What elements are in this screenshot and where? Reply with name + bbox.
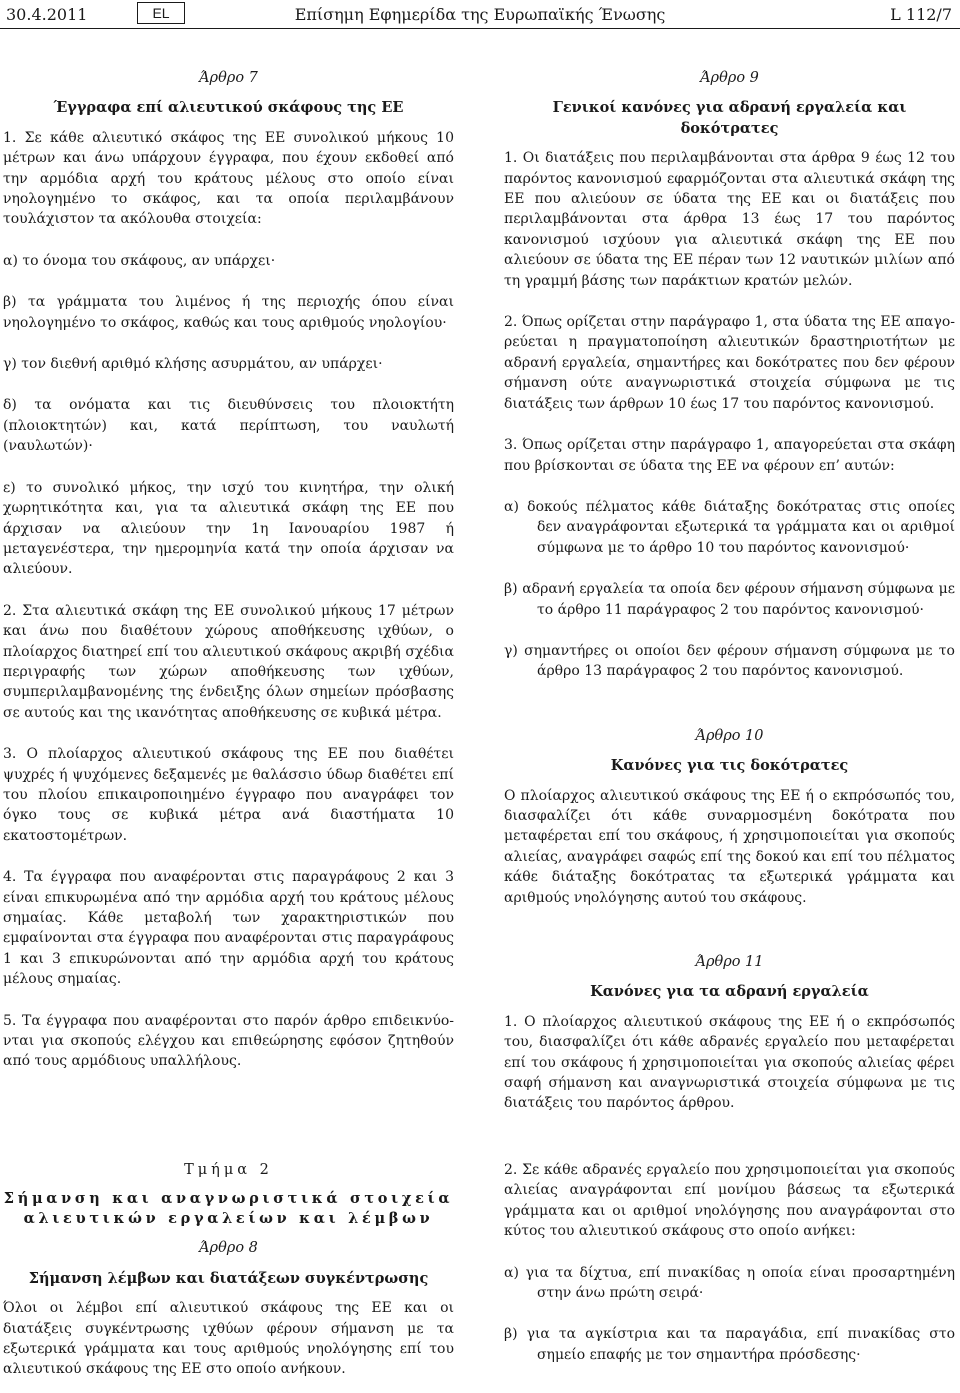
article-11-title: Κανόνες για τα αδρανή εργαλεία <box>590 983 869 1001</box>
article-9-label: Άρθρο 9 <box>700 70 759 86</box>
bottom-left-block <box>3 1160 454 1380</box>
journal-title: Επίσημη Εφημερίδα της Ευρωπαϊκής Ένωσης <box>294 5 666 24</box>
article-9-paragraph-1: 1. Οι διατάξεις που περιλαμβάνονται στα άρθρα 9 έως 12 του παρόντος κανονισμού εφαρμόζονται στα αλιευτικά σκάφη της ΕΕ που αλιεύουν σε ύδατα της ΕΕ και οι διατάξεις που περιλαμβάνονται στα άρθρα 13 έως 17 του παρόντος κανονισμού ισχύουν για αλιευτικά σκάφη της ΕΕ που αλιεύουν σε ύδατα της ΕΕ πέραν των 12 ναυτικών μιλίων από τη γραμμή βάσης των παράκτιων κρατών μελών. <box>504 150 955 289</box>
header-rule <box>0 28 960 29</box>
article-9-item-b: β) αδρανή εργαλεία τα οποία δεν φέρουν σήμανση σύμφωνα με το άρθρο 11 παράγραφος 2 του παρόντος κανονισμού· <box>504 581 955 618</box>
language-badge: EL <box>137 2 185 24</box>
article-10-paragraph-1: Ο πλοίαρχος αλιευτικού σκάφους της ΕΕ ή ο εκπρόσωπός του, διασφαλίζει ότι κάθε συναρμοσμένη δοκότρατα που μεταφέρεται επί του σκάφους, ή χρησιμοποιείται για σκοπούς αλιείας, αναγράφει σαφώς επί της δοκού και επί του πέλματος κάθε διάταξης δοκότρατας τα εξωτερικά γράμματα και αριθμούς νηολόγησης αυτού του σκάφους. <box>504 787 955 906</box>
article-7-item-b: β) τα γράμματα του λιμένος ή της περιοχής όπου είναι νηολογημένο το σκάφος, καθώς και τους αριθμούς νηολογίου· <box>3 294 454 331</box>
article-9-title: Γενικοί κανόνες για αδρανή εργαλεία και δοκότρατες <box>552 99 907 137</box>
article-10-title: Κανόνες για τις δοκότρατες <box>610 757 849 775</box>
article-7-paragraph-5: 5. Τα έγγραφα που αναφέρονται στο παρόν άρθρο επιδεικνύονται για σκοπούς ελέγχου και επιθεώρησης εφόσον ζητηθούν από τους αρμόδιους υπαλλήλους. <box>3 1012 454 1070</box>
article-11-paragraph-2: 2. Σε κάθε αδρανές εργαλείο που χρησιμοποιείται για σκοπούς αλιείας αναγράφονται επί μονίμου βάσεως τα εξωτερικά γράμματα και οι αριθμοί νηολόγησης που αναγράφονται στο κύτος του αλιευτικού σκάφους στο οποίο ανήκει: <box>504 1162 955 1240</box>
article-7-item-e: ε) το συνολικό μήκος, την ισχύ του κινητήρα, την ολική χωρητικότητα και, για τα αλιευτικά σκάφη της ΕΕ που άρχισαν να αλιεύουν την 1η Ιανουαρίου 1987 ή μεταγενέστερα, την ημερομηνία κατά την οποία άρχισαν να αλιεύουν. <box>3 479 454 578</box>
article-7-paragraph-1: 1. Σε κάθε αλιευτικό σκάφος της ΕΕ συνολικού μήκους 10 μέτρων και άνω υπάρχουν έγγραφα, που έχουν εκδοθεί από την αρμόδια αρχή του κράτους μέλους στο οποίο είναι νηολογημένο το σκάφος, και τα οποία περιλαμβάνουν τουλάχιστον τα ακόλουθα στοιχεία: <box>3 129 454 228</box>
article-7-item-a: α) το όνομα του σκάφους, αν υπάρχει· <box>3 252 276 269</box>
article-11-item-b: β) για τα αγκίστρια και τα παραγάδια, επί πινακίδας στο σημείο επαφής με τον σημαντήρα πρόσδεσης· <box>504 1326 955 1363</box>
right-column <box>504 68 955 1114</box>
article-7-item-d: δ) τα ονόματα και τις διευθύνσεις του πλοιοκτήτη (πλοιοκτητών) και, κατά περίπτωση, του ναυλωτή (ναυλωτών)· <box>3 397 454 455</box>
article-9-paragraph-3: 3. Όπως ορίζεται στην παράγραφο 1, απαγορεύεται στα σκάφη που βρίσκονται σε ύδατα της ΕΕ να φέρουν επ’ αυτών: <box>504 437 955 474</box>
section-2-title-line-1: Σήμανση και αναγνωριστικά στοιχεία <box>3 1190 454 1208</box>
article-11-paragraph-1: 1. Ο πλοίαρχος αλιευτικού σκάφους της ΕΕ ή ο εκπρόσωπός του, διασφαλίζει ότι κάθε αδρανές εργαλείο που μεταφέρεται επί του σκάφους ή χρησιμοποιείται για σκοπούς αλιείας φέρει σαφή σήμανση και αναγνωριστικά στοιχεία σύμφωνα με τις διατάξεις του παρόντος άρθρου. <box>504 1013 955 1112</box>
article-8-label: Άρθρο 8 <box>199 1240 258 1257</box>
article-9-paragraph-2: 2. Όπως ορίζεται στην παράγραφο 1, στα ύδατα της ΕΕ απαγορεύεται η πραγματοποίηση αλιευτικών δραστηριοτήτων με αδρανή εργαλεία, σημαντήρες και δοκότρατες που δεν φέρουν σήμανση ούτε αναγνωριστικά στοιχεία σύμφωνα με τις διατάξεις των άρθρων 10 έως 17 του παρόντος κανονισμού. <box>504 314 955 412</box>
article-7-paragraph-2: 2. Στα αλιευτικά σκάφη της ΕΕ συνολικού μήκους 17 μέτρων και άνω που διαθέτουν χώρους αποθήκευσης ιχθύων, ο πλοίαρχος διατηρεί επί του αλιευτικού σκάφους ακριβή σχέδια περιγραφής των χώρων αποθήκευσης των ιχθύων, συμπεριλαμβανομένης της ένδειξης όλων σημείων πρόσβασης σε αυτούς και της ικανότητας αποθήκευσης σε κυβικά μέτρα. <box>3 602 454 721</box>
article-11-label: Άρθρο 11 <box>695 954 764 970</box>
article-7-paragraph-3: 3. Ο πλοίαρχος αλιευτικού σκάφους της ΕΕ που διαθέτει ψυχρές ή ψυχόμενες δεξαμενές με θαλάσσιο ύδωρ διαθέτει επί του πλοίου επικαιροποιημένο έγγραφο που αναγράφει τον όγκο τους σε κυβικά μέτρα ανά διαστήματα 10 εκατοστομέτρων. <box>3 746 454 844</box>
page-reference: L 112/7 <box>890 5 952 24</box>
publication-date: 30.4.2011 <box>6 5 88 24</box>
section-2-title-line-2: αλιευτικών εργαλείων και λέμβων <box>23 1210 434 1228</box>
article-8-title: Σήμανση λέμβων και διατάξεων συγκέντρωσης <box>28 1269 429 1287</box>
article-11-item-a: α) για τα δίχτυα, επί πινακίδας η οποία είναι προσαρτημένη στην άνω πρώτη σειρά· <box>504 1264 955 1302</box>
article-7-item-c: γ) τον διεθνή αριθμό κλήσης ασυρμάτου, αν υπάρχει· <box>3 356 383 373</box>
article-9-item-a: α) δοκούς πέλματος κάθε διάταξης δοκότρατας στις οποίες δεν αναγράφονται εξωτερικά τα γράμματα και οι αριθμοί σύμφωνα με το άρθρο 10 του παρόντος κανονισμού· <box>504 498 955 556</box>
article-8-paragraph-1: Όλοι οι λέμβοι επί αλιευτικού σκάφους της ΕΕ και οι διατάξεις συγκέντρωσης ιχθύων φέρουν σήμανση με τα εξωτερικά γράμματα και τους αριθμούς νηολόγησης επί του αλιευτικού σκάφους της ΕΕ στο οποίο ανήκουν. <box>3 1300 454 1378</box>
article-7-title: Έγγραφα επί αλιευτικού σκάφους της ΕΕ <box>53 99 404 117</box>
article-10-label: Άρθρο 10 <box>695 727 764 744</box>
article-9-item-c: γ) σημαντήρες οι οποίοι δεν φέρουν σήμανση σύμφωνα με το άρθρο 13 παράγραφος 2 του παρόντος κανονισμού. <box>504 642 955 680</box>
section-2-label: Τμήμα 2 <box>184 1162 273 1178</box>
bottom-right-block <box>504 1160 955 1365</box>
article-7-paragraph-4: 4. Τα έγγραφα που αναφέρονται στις παραγράφους 2 και 3 είναι επικυρωμένα από την αρμόδια αρχή του κράτους μέλους σημαίας. Κάθε μεταβολή των χαρακτηριστικών που εμφαίνονται στα έγγραφα που αναφέρονται στις παραγράφους 1 και 3 επικυρώνονται από την αρμόδια αρχή του κράτους μέλους σημαίας. <box>3 869 454 988</box>
article-7-label: Άρθρο 7 <box>199 70 258 86</box>
left-column <box>3 68 454 1072</box>
